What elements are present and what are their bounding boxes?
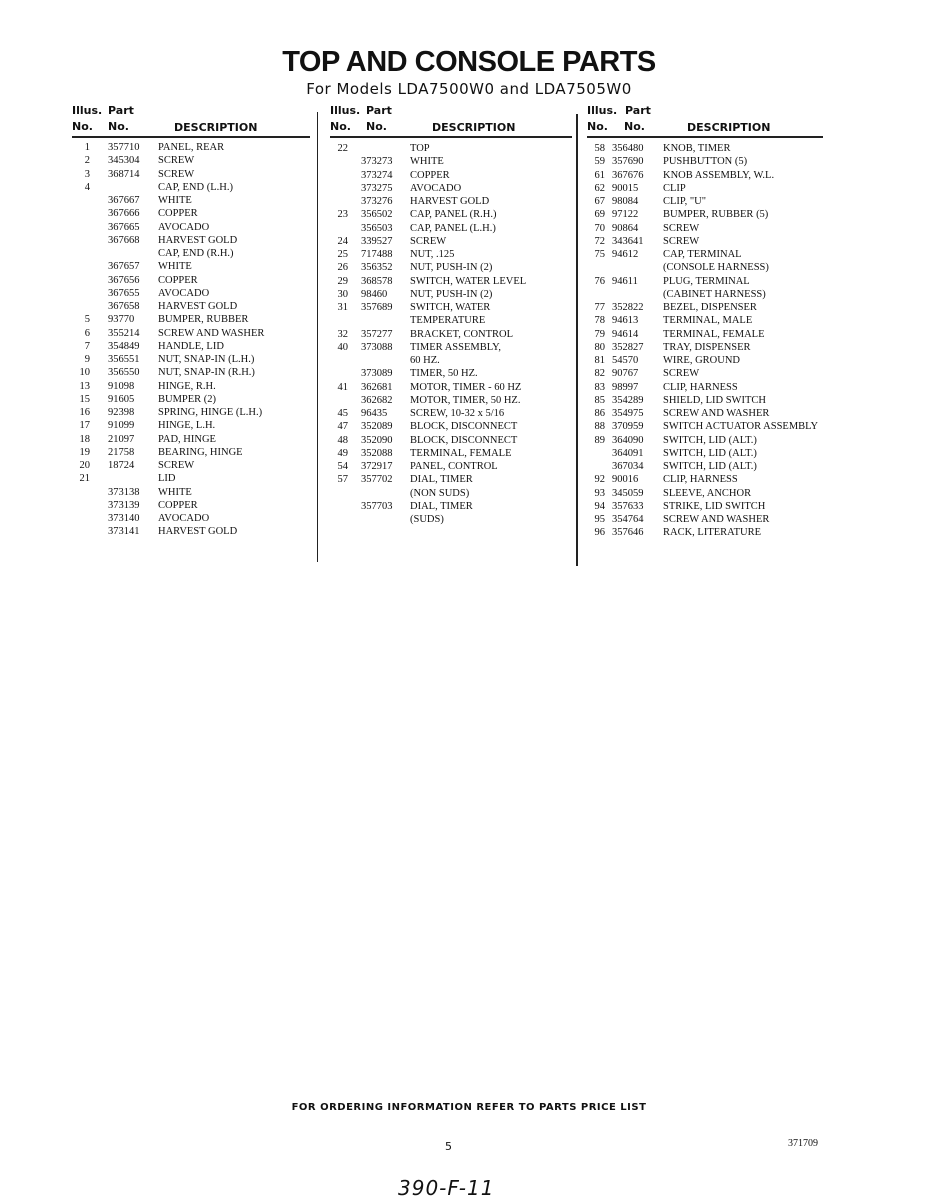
part-description: SCREW AND WASHER	[663, 514, 770, 525]
part-number: 367658	[108, 301, 140, 312]
part-number: 373273	[361, 156, 393, 168]
part-number: 367667	[108, 195, 140, 206]
part-number: 367655	[108, 287, 140, 299]
illus-number: 78	[594, 315, 605, 327]
part-number: 356352	[361, 262, 393, 274]
part-number: 92398	[108, 407, 135, 418]
part-number: 367665	[108, 221, 140, 233]
part-number: 357633	[612, 500, 644, 512]
part-number: 364091	[612, 447, 644, 459]
illus-number: 5	[84, 314, 90, 326]
part-number: 96435	[361, 408, 388, 419]
part-number: 357646	[612, 527, 644, 539]
illus-number: 75	[594, 249, 605, 260]
part-description: HARVEST GOLD	[158, 526, 238, 538]
part-description: COPPER	[158, 274, 198, 286]
part-description: CLIP, "U"	[663, 196, 706, 207]
part-number: 357690	[612, 156, 644, 168]
part-number: 91099	[108, 420, 135, 432]
part-description: PLUG, TERMINAL	[663, 275, 750, 287]
illus-number: 80	[594, 341, 605, 353]
illus-number: 13	[79, 380, 90, 392]
illus-number: 7	[84, 340, 90, 352]
illus-number: 19	[79, 446, 90, 458]
illus-number: 83	[594, 381, 605, 393]
part-description: SCREW AND WASHER	[663, 408, 770, 419]
illus-number: 82	[594, 368, 605, 380]
illus-number: 95	[594, 514, 605, 525]
part-number: 352089	[361, 421, 393, 433]
part-description: CAP, TERMINAL	[663, 249, 742, 260]
part-number: 373140	[108, 513, 140, 524]
illus-number: 94	[594, 500, 605, 512]
part-number: 98997	[612, 381, 639, 393]
part-description: HANDLE, LID	[158, 340, 224, 352]
part-number: 367676	[612, 169, 644, 181]
illus-number: 58	[594, 143, 605, 154]
illus-number: 3	[84, 168, 90, 180]
part-number: 368578	[361, 275, 393, 287]
part-number: 354975	[612, 408, 644, 419]
part-description: CLIP	[663, 182, 686, 194]
part-description: PANEL, CONTROL	[410, 461, 498, 472]
part-number: 367666	[108, 208, 140, 220]
part-number: 373276	[361, 196, 393, 207]
illus-number: 10	[79, 367, 90, 379]
part-description: WHITE	[410, 156, 444, 168]
illus-number: 1	[84, 142, 90, 153]
part-number: 345304	[108, 155, 140, 167]
illus-number: 70	[594, 222, 605, 234]
illus-number: 92	[594, 474, 605, 486]
header-rule	[587, 136, 823, 138]
part-description: NUT, PUSH-IN (2)	[410, 288, 493, 300]
part-description: WHITE	[158, 261, 192, 273]
page-title: TOP AND CONSOLE PARTS	[282, 46, 656, 78]
header-illus-no: No.	[72, 120, 93, 133]
part-description: SCREW	[158, 168, 195, 180]
illus-number: 76	[594, 275, 605, 287]
part-description: (CONSOLE HARNESS)	[663, 262, 769, 274]
illus-number: 47	[337, 421, 348, 433]
part-description: TIMER ASSEMBLY,	[410, 341, 501, 353]
part-number: 98084	[612, 196, 639, 207]
part-number: 362681	[361, 381, 393, 393]
part-description: SWITCH, LID (ALT.)	[663, 461, 757, 472]
header-part: Part	[108, 104, 134, 117]
illus-number: 21	[79, 473, 90, 485]
part-number: 94614	[612, 328, 639, 340]
part-number: 357703	[361, 500, 393, 512]
part-number: 352088	[361, 447, 393, 459]
illus-number: 57	[337, 474, 348, 486]
header-illus: Illus.	[72, 104, 103, 117]
part-number: 91098	[108, 380, 135, 392]
header-illus: Illus.	[587, 104, 618, 117]
part-number: 339527	[361, 235, 393, 247]
illus-number: 25	[337, 249, 348, 260]
part-description: COPPER	[410, 169, 450, 181]
header-part: Part	[366, 104, 392, 117]
part-description: WHITE	[158, 486, 192, 498]
part-description: HARVEST GOLD	[158, 234, 238, 246]
illus-number: 17	[79, 420, 90, 432]
part-description: BLOCK, DISCONNECT	[410, 421, 518, 433]
header-part-no: No.	[366, 120, 387, 133]
part-number: 373274	[361, 169, 393, 181]
illus-number: 22	[337, 143, 348, 154]
part-number: 354289	[612, 394, 644, 406]
part-number: 367668	[108, 234, 140, 246]
part-description: MOTOR, TIMER - 60 HZ	[410, 381, 522, 393]
part-number: 90864	[612, 222, 639, 234]
part-number: 352827	[612, 341, 644, 353]
part-description: BUMPER (2)	[158, 393, 217, 405]
page-number: 5	[445, 1140, 452, 1153]
part-description: CAP, END (L.H.)	[158, 181, 233, 193]
part-number: 372917	[361, 461, 393, 472]
header-description: DESCRIPTION	[432, 121, 516, 134]
illus-number: 6	[84, 327, 90, 339]
illus-number: 9	[84, 354, 90, 365]
header-part-no: No.	[624, 120, 645, 133]
illus-number: 89	[594, 434, 605, 446]
part-description: NUT, .125	[410, 249, 455, 260]
part-number: 352090	[361, 434, 393, 446]
part-description: WHITE	[158, 195, 192, 206]
illus-number: 77	[594, 302, 605, 313]
part-description: TERMINAL, FEMALE	[410, 447, 512, 459]
part-number: 717488	[361, 249, 393, 260]
part-description: BEZEL, DISPENSER	[663, 302, 757, 313]
part-description: SHIELD, LID SWITCH	[663, 394, 766, 406]
illus-number: 86	[594, 408, 605, 419]
header-part: Part	[625, 104, 651, 117]
column-divider	[576, 114, 578, 566]
part-number: 357710	[108, 142, 140, 153]
part-description: NUT, SNAP-IN (R.H.)	[158, 367, 255, 379]
part-number: 367656	[108, 274, 140, 286]
part-description: SPRING, HINGE (L.H.)	[158, 407, 263, 418]
part-description: (CABINET HARNESS)	[663, 288, 766, 300]
part-description: STRIKE, LID SWITCH	[663, 500, 766, 512]
part-description: HARVEST GOLD	[410, 196, 490, 207]
illus-number: 81	[594, 355, 605, 366]
part-description: SWITCH, WATER LEVEL	[410, 275, 527, 287]
part-description: TEMPERATURE	[410, 315, 486, 327]
illus-number: 20	[79, 460, 90, 471]
part-description: BUMPER, RUBBER	[158, 314, 249, 326]
part-number: 343641	[612, 235, 644, 247]
illus-number: 32	[337, 328, 348, 340]
ordering-note: FOR ORDERING INFORMATION REFER TO PARTS PRICE LIST	[291, 1102, 647, 1113]
part-number: 373089	[361, 368, 393, 380]
part-number: 356550	[108, 367, 140, 379]
part-description: (NON SUDS)	[410, 487, 470, 499]
part-description: PUSHBUTTON (5)	[663, 156, 748, 168]
part-number: 357702	[361, 474, 393, 486]
part-number: 345059	[612, 487, 644, 499]
part-number: 368714	[108, 168, 140, 180]
part-description: CLIP, HARNESS	[663, 474, 738, 486]
part-description: PANEL, REAR	[158, 142, 225, 153]
part-description: WIRE, GROUND	[663, 355, 740, 366]
part-number: 354764	[612, 514, 644, 525]
part-number: 21097	[108, 433, 135, 445]
part-description: LID	[158, 473, 176, 485]
illus-number: 26	[337, 262, 348, 274]
part-number: 94613	[612, 315, 639, 327]
illus-number: 15	[79, 393, 90, 405]
header-rule	[72, 136, 310, 138]
part-description: SLEEVE, ANCHOR	[663, 487, 752, 499]
part-number: 373275	[361, 182, 393, 194]
part-description: TIMER, 50 HZ.	[410, 368, 478, 380]
part-description: BUMPER, RUBBER (5)	[663, 209, 769, 221]
part-number: 370959	[612, 421, 644, 433]
part-number: 90015	[612, 182, 639, 194]
illus-number: 45	[337, 408, 348, 419]
illus-number: 41	[337, 381, 348, 393]
part-number: 354849	[108, 340, 140, 352]
part-number: 94612	[612, 249, 639, 260]
part-number: 356502	[361, 209, 393, 221]
part-number: 367034	[612, 461, 644, 472]
illus-number: 54	[337, 461, 348, 472]
part-description: SCREW, 10-32 x 5/16	[410, 408, 505, 419]
header-description: DESCRIPTION	[687, 121, 771, 134]
illus-number: 79	[594, 328, 605, 340]
part-description: CAP, PANEL (L.H.)	[410, 222, 496, 234]
illus-number: 69	[594, 209, 605, 221]
part-description: CAP, END (R.H.)	[158, 248, 234, 259]
page-subtitle: For Models LDA7500W0 and LDA7505W0	[306, 80, 632, 98]
part-description: SCREW	[158, 460, 195, 471]
header-illus-no: No.	[587, 120, 608, 133]
part-number: 97122	[612, 209, 639, 221]
part-description: HINGE, R.H.	[158, 380, 216, 392]
illus-number: 24	[337, 235, 348, 247]
part-number: 357277	[361, 328, 393, 340]
illus-number: 61	[594, 169, 605, 181]
part-number: 91605	[108, 393, 135, 405]
part-description: RACK, LITERATURE	[663, 527, 761, 539]
part-description: KNOB ASSEMBLY, W.L.	[663, 169, 775, 181]
part-description: SCREW	[663, 235, 700, 247]
part-number: 373088	[361, 341, 393, 353]
illus-number: 29	[337, 275, 348, 287]
part-number: 93770	[108, 314, 135, 326]
part-description: TERMINAL, FEMALE	[663, 328, 765, 340]
illus-number: 16	[79, 407, 90, 418]
header-description: DESCRIPTION	[174, 121, 258, 134]
document-number: 371709	[788, 1138, 818, 1149]
illus-number: 49	[337, 447, 348, 459]
header-part-no: No.	[108, 120, 129, 133]
part-number: 355214	[108, 327, 140, 339]
part-number: 356480	[612, 143, 644, 154]
part-description: AVOCADO	[158, 287, 210, 299]
part-description: KNOB, TIMER	[663, 143, 731, 154]
illus-number: 85	[594, 394, 605, 406]
part-description: SCREW AND WASHER	[158, 327, 265, 339]
part-description: DIAL, TIMER	[410, 474, 473, 486]
part-description: BRACKET, CONTROL	[410, 328, 514, 340]
column-divider	[317, 112, 318, 562]
part-description: (SUDS)	[410, 514, 444, 525]
part-number: 90767	[612, 368, 639, 380]
part-description: SWITCH ACTUATOR ASSEMBLY	[663, 421, 819, 433]
part-description: AVOCADO	[158, 513, 210, 524]
illus-number: 88	[594, 421, 605, 433]
part-number: 90016	[612, 474, 639, 486]
part-number: 94611	[612, 275, 638, 287]
part-description: BLOCK, DISCONNECT	[410, 434, 518, 446]
illus-number: 48	[337, 434, 348, 446]
part-description: SWITCH, WATER	[410, 302, 491, 313]
part-number: 357689	[361, 302, 393, 313]
part-description: AVOCADO	[158, 221, 210, 233]
part-description: SCREW	[410, 235, 447, 247]
illus-number: 40	[337, 341, 348, 353]
illus-number: 96	[594, 527, 605, 539]
part-description: HARVEST GOLD	[158, 301, 238, 312]
part-number: 21758	[108, 446, 135, 458]
part-number: 364090	[612, 434, 644, 446]
illus-number: 72	[594, 235, 605, 247]
illus-number: 30	[337, 288, 348, 300]
part-description: CLIP, HARNESS	[663, 381, 738, 393]
illus-number: 4	[84, 181, 90, 193]
illus-number: 59	[594, 156, 605, 168]
part-description: SWITCH, LID (ALT.)	[663, 447, 757, 459]
handwritten-note: 390-F-11	[398, 1176, 495, 1200]
part-number: 352822	[612, 302, 644, 313]
part-description: TOP	[410, 143, 430, 154]
part-description: COPPER	[158, 208, 198, 220]
part-number: 18724	[108, 460, 135, 471]
part-description: SWITCH, LID (ALT.)	[663, 434, 757, 446]
header-illus-no: No.	[330, 120, 351, 133]
part-description: CAP, PANEL (R.H.)	[410, 209, 497, 221]
part-description: AVOCADO	[410, 182, 462, 194]
part-number: 54570	[612, 355, 639, 366]
part-description: PAD, HINGE	[158, 433, 216, 445]
part-number: 373138	[108, 486, 140, 498]
part-description: TRAY, DISPENSER	[663, 341, 751, 353]
part-description: COPPER	[158, 499, 198, 511]
part-description: SCREW	[663, 368, 700, 380]
part-number: 356503	[361, 222, 393, 234]
part-number: 362682	[361, 394, 393, 406]
part-description: NUT, SNAP-IN (L.H.)	[158, 354, 255, 365]
part-number: 98460	[361, 288, 388, 300]
part-description: MOTOR, TIMER, 50 HZ.	[410, 394, 521, 406]
illus-number: 67	[594, 196, 605, 207]
part-description: BEARING, HINGE	[158, 446, 243, 458]
illus-number: 23	[337, 209, 348, 221]
part-number: 373141	[108, 526, 140, 538]
part-description: SCREW	[663, 222, 700, 234]
illus-number: 31	[337, 302, 348, 313]
part-description: HINGE, L.H.	[158, 420, 216, 432]
part-description: SCREW	[158, 155, 195, 167]
illus-number: 18	[79, 433, 90, 445]
header-rule	[330, 136, 572, 138]
part-number: 356551	[108, 354, 140, 365]
part-description: DIAL, TIMER	[410, 500, 473, 512]
part-number: 367657	[108, 261, 140, 273]
illus-number: 93	[594, 487, 605, 499]
header-illus: Illus.	[330, 104, 361, 117]
part-description: TERMINAL, MALE	[663, 315, 753, 327]
part-description: 60 HZ.	[410, 355, 440, 366]
illus-number: 2	[84, 155, 90, 167]
part-number: 373139	[108, 499, 140, 511]
illus-number: 62	[594, 182, 605, 194]
part-description: NUT, PUSH-IN (2)	[410, 262, 493, 274]
